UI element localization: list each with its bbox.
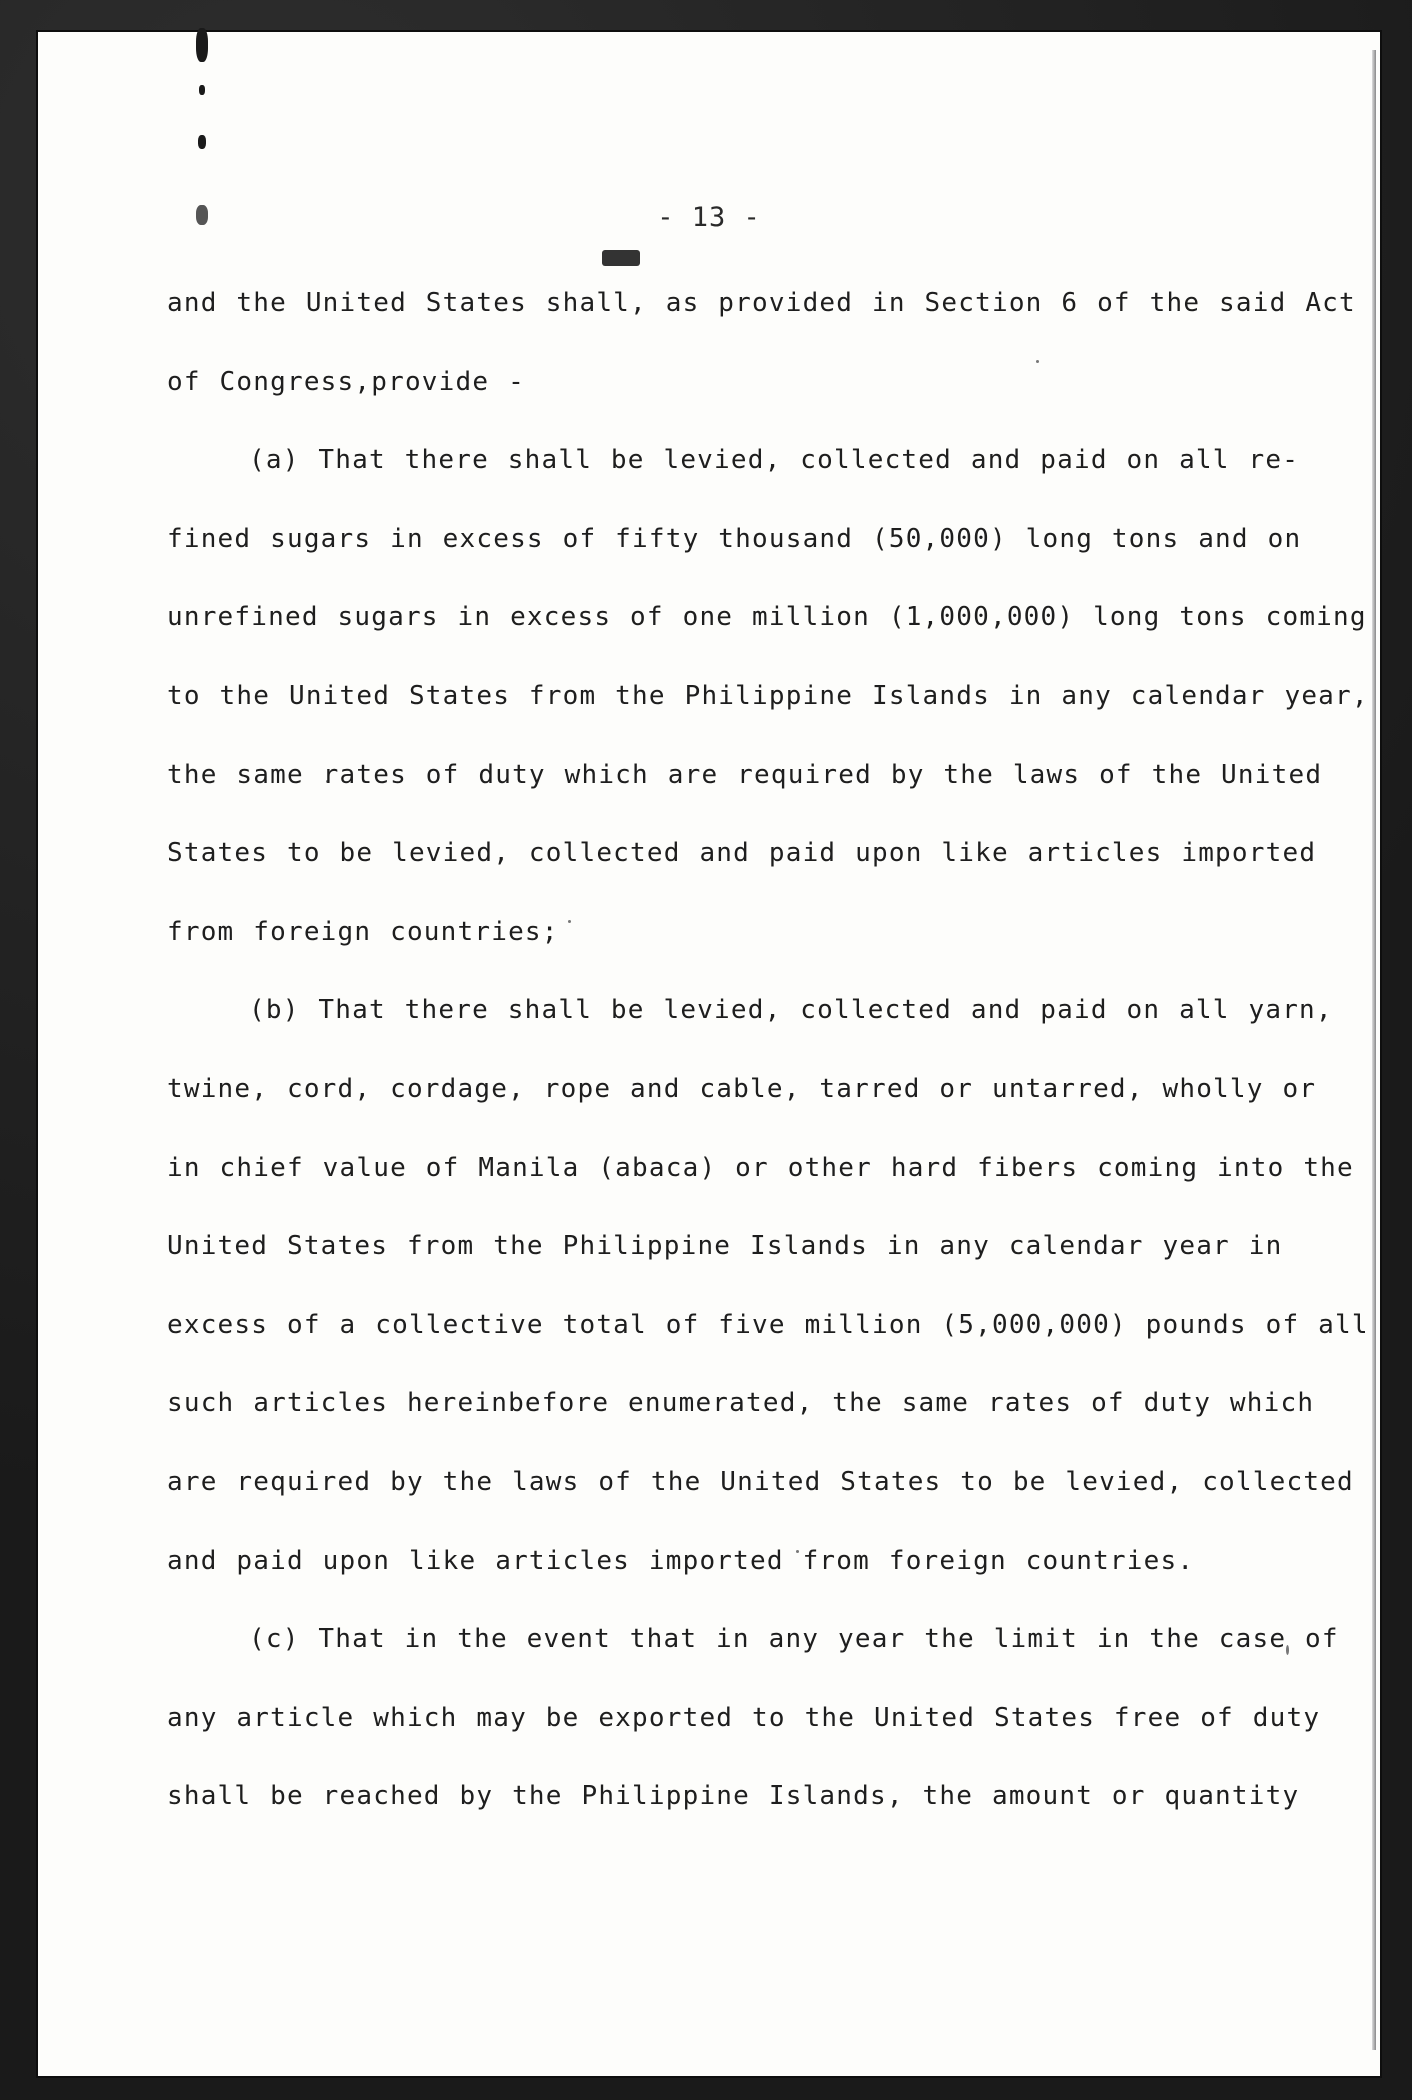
- text-line: shall be reached by the Philippine Islands, the amount or quantity: [167, 1781, 1300, 1812]
- text-line: in chief value of Manila (abaca) or other hard fibers coming into the: [167, 1152, 1354, 1183]
- text-line: from foreign countries;: [167, 916, 559, 947]
- paragraph-b-start: (b) That there shall be levied, collected and paid on all yarn,: [249, 995, 1333, 1026]
- text-line: and paid upon like articles imported from foreign countries.: [167, 1545, 1195, 1576]
- document-body: [167, 264, 1369, 1836]
- text-line: the same rates of duty which are required by the laws of the United: [167, 759, 1323, 790]
- text-line: and the United States shall, as provided in Section 6 of the said Act: [167, 288, 1356, 318]
- text-line: twine, cord, cordage, rope and cable, tarred or untarred, wholly or: [167, 1073, 1317, 1104]
- paragraph-c-start: (c) That in the event that in any year the limit in the case of: [249, 1624, 1339, 1655]
- text-line: fined sugars in excess of fifty thousand (50,000) long tons and on: [167, 523, 1302, 554]
- page-edge-shadow: [1372, 50, 1376, 2050]
- text-line: any article which may be exported to the United States free of duty: [167, 1702, 1321, 1733]
- text-line: are required by the laws of the United States to be levied, collected: [167, 1466, 1354, 1497]
- text-line: unrefined sugars in excess of one million (1,000,000) long tons coming: [167, 602, 1367, 633]
- paragraph-a-start: (a) That there shall be levied, collected and paid on all re-: [249, 445, 1300, 476]
- binding-hole-mark: [198, 135, 206, 149]
- text-line: to the United States from the Philippine Islands in any calendar year,: [167, 680, 1369, 711]
- binding-hole-mark: [196, 28, 208, 62]
- text-line: such articles hereinbefore enumerated, the same rates of duty which: [167, 1388, 1315, 1419]
- binding-hole-mark: [199, 85, 205, 95]
- text-line: excess of a collective total of five million (5,000,000) pounds of all: [167, 1309, 1369, 1340]
- text-line: of Congress,provide -: [167, 366, 525, 397]
- text-line: United States from the Philippine Islands in any calendar year in: [167, 1231, 1283, 1262]
- document-page: [36, 30, 1382, 2078]
- text-line: States to be levied, collected and paid upon like articles imported: [167, 838, 1317, 869]
- page-number: - 13 -: [657, 202, 761, 233]
